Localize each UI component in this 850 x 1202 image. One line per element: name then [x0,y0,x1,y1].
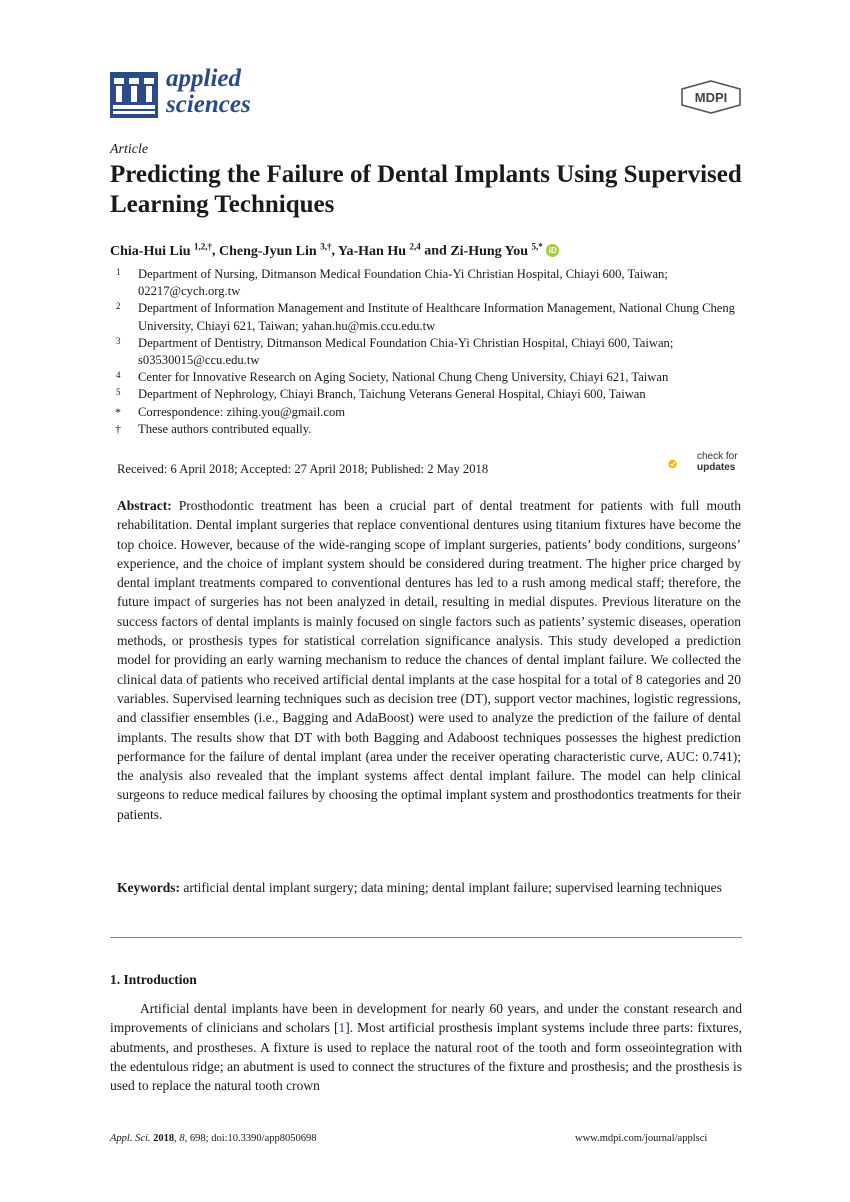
publication-dates: Received: 6 April 2018; Accepted: 27 April 2018; Published: 2 May 2018 [117,462,489,476]
affiliation: 2 Department of Information Management and Institute of Healthcare Information Management, National Chung Cheng University, Chiayi 621, Taiwan; yahan.hu@mis.ccu.edu.tw [110,300,750,334]
abstract-text: Prosthodontic treatment has been a crucial part of dental treatment for patients with full mouth rehabilitation. Dental implant surgeries that replace conventional dentures using titanium fixtures have become the top choice. However, because of the wide-ranging scope of implant surgeries, patients’ body conditions, surgeons’ experience, and the choice of implant system should be considered during treatment. The higher price charged by dental implant treatments compared to conventional dentures has led to a rush among medical staff; therefore, the future impact of surgeries has not been analyzed in detail, resulting in medial disputes. Previous literature on the success factors of dental implants is mainly focused on single factors such as patients’ systemic diseases, operation methods, or prosthesis types for statistical correlation significance analysis. This study developed a prediction model for providing an early warning mechanism to reduce the chances of dental implant failure. We collected the clinical data of patients who received artificial dental implants at the case hospital for a total of 8 categories and 20 variables. Supervised learning techniques such as decision tree (DT), support vector machines, logistic regressions, and classifier ensembles (i.e., Bagging and AdaBoost) were used to analyze the prediction of the failure of dental implants. The results show that DT with both Bagging and Adaboost techniques possesses the highest prediction performance for the failure of dental implant (area under the receiver operating characteristic curve, AUC: 0.741); the analysis also revealed that the implant systems affect dental implant failure. The model can help clinical surgeons to reduce medical failures by choosing the optimal implant system and prosthodontics treatments for their patients. [117,498,741,822]
affiliation: 1 Department of Nursing, Ditmanson Medical Foundation Chia-Yi Christian Hospital, Chiayi 600, Taiwan; 02217@cych.org.tw [110,266,750,300]
citation-link[interactable]: 1 [338,1020,346,1036]
orcid-icon[interactable]: iD [546,244,559,257]
abstract-label: Abstract: [117,498,172,513]
author[interactable]: Cheng-Jyun Lin $^{3,\dagger}$ [219,241,332,259]
section-heading: 1. Introduction [110,972,197,987]
keywords-text: artificial dental implant surgery; data mining; dental implant failure; supervised learning techniques [183,880,722,895]
affiliation: 5 Department of Nephrology, Chiayi Branch, Taichung Veterans General Hospital, Chiayi 600, Taiwan [110,386,750,403]
check-for-updates-icon[interactable] [668,450,696,478]
mdpi-logo-icon [680,80,742,114]
correspondence: * Correspondence: zihing.you@gmail.com [110,404,750,421]
check-for-updates[interactable]: check for updates [697,451,738,473]
introduction-paragraph: Artificial dental implants have been in development for nearly 60 years, and under the constant research and improvements of clinicians and scholars [1]. Most artificial prosthesis implant systems include three parts: fixtures, abutments, and prostheses. A fixture is used to replace the natural root of the tooth and form osseointegration with the edentulous ridge; an abutment is used to connect the structures of the fixture and prosthesis; and the prosthesis is used to replace the natural tooth crown [110,1001,742,1094]
affiliation-mark: * [115,404,121,419]
affiliation-list [110,266,750,438]
affiliation-mark: 1 [116,267,121,277]
affiliation-mark: 3 [116,335,121,346]
affiliation-mark: 5 [116,387,121,398]
equal-contribution-note: † These authors contributed equally. [110,421,750,438]
journal-name-line2: sciences [166,91,251,118]
author[interactable]: Chia-Hui Liu $^{1,2,\dagger}$ [110,241,213,259]
author[interactable]: Zi-Hung You $^{5,*}$ [450,241,543,259]
journal-name [166,66,251,118]
author[interactable]: Ya-Han Hu $^{2,4}$ [337,241,421,259]
publisher-name: MDPI [694,90,728,105]
affiliation-mark: 4 [116,370,121,381]
journal-url-link[interactable]: www.mdpi.com/journal/applsci [575,1133,708,1144]
abstract [117,496,741,824]
article-type: Article [110,142,149,157]
article-title: Predicting the Failure of Dental Implants Using Supervised Learning Techniques [110,161,742,218]
keywords-label: Keywords: [117,880,180,895]
affiliation: 3 Department of Dentistry, Ditmanson Medical Foundation Chia-Yi Christian Hospital, Chiayi 600, Taiwan; s03530015@ccu.edu.tw [110,335,750,369]
affiliation: 4 Center for Innovative Research on Aging Society, National Chung Cheng University, Chiayi 621, Taiwan [110,369,750,386]
footer-citation: Appl. Sci. 2018, 8, 698; doi:10.3390/app8050698 [110,1133,317,1144]
journal-logo-icon [110,72,158,118]
section-divider [110,937,742,938]
journal-name-line1: applied [166,65,241,92]
keywords [117,878,741,897]
author-list: Chia-Hui Liu $^{1,2,\dagger}$, Cheng-Jyun Lin $^{3,\dagger}$, Ya-Han Hu $^{2,4}$ and Zi-Hung You $^{5,*}$ iD [110,241,559,260]
affiliation-mark: 2 [116,301,121,312]
affiliation-mark: † [115,421,121,436]
